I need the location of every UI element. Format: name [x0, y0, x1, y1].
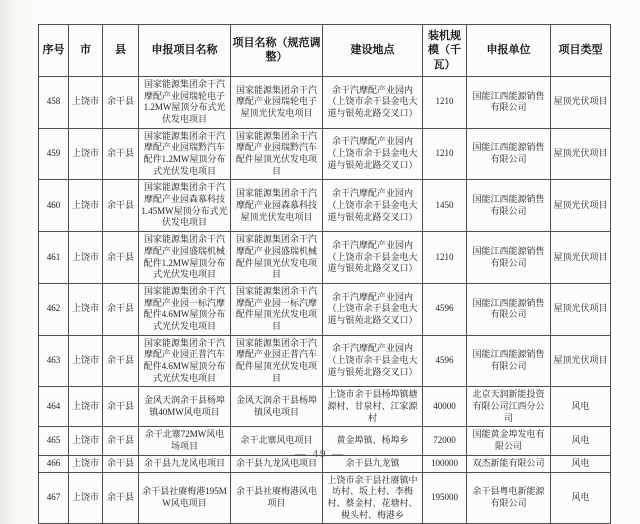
cell-location: 余干汽摩配产业园内（上饶市余干县金电大道与银苑北路交叉口） [323, 283, 423, 335]
cell-adjusted-name: 国家能源集团余干汽摩配产业园一标汽摩配件屋顶光伏发电项目 [231, 283, 323, 335]
cell-unit: 余干县粤电新能源有限公司 [467, 472, 551, 524]
header-row [39, 25, 611, 77]
table-row [39, 335, 611, 387]
cell-capacity: 100000 [423, 455, 467, 472]
cell-county: 余干县 [103, 180, 139, 232]
cell-declared-name: 余干北寨72MW风电场项目 [139, 427, 231, 455]
cell-type: 屋顶光伏项目 [551, 76, 611, 128]
table-row [39, 232, 611, 284]
table-row [39, 283, 611, 335]
cell-capacity: 72000 [423, 427, 467, 455]
cell-no: 461 [39, 232, 69, 284]
cell-city: 上饶市 [69, 232, 103, 284]
cell-adjusted-name: 国家能源集团余干汽摩配产业园盛瑞机械配件屋顶光伏发电项目 [231, 232, 323, 284]
cell-adjusted-name: 余干县社赓梅港风电项目 [231, 472, 323, 524]
cell-city: 上饶市 [69, 335, 103, 387]
cell-capacity: 195000 [423, 472, 467, 524]
cell-unit: 国能黄金埠发电有限公司 [467, 427, 551, 455]
table-row [39, 180, 611, 232]
cell-county: 余干县 [103, 128, 139, 180]
cell-no: 467 [39, 472, 69, 524]
table-row [39, 387, 611, 427]
cell-location: 黄金埠镇、杨埠乡 [323, 427, 423, 455]
cell-capacity: 1210 [423, 76, 467, 128]
cell-type: 风电 [551, 472, 611, 524]
cell-declared-name: 国家能源集团余干汽摩配产业园森慕科技1.45MW屋顶分布式光伏发电项目 [139, 180, 231, 232]
cell-county: 余干县 [103, 335, 139, 387]
header-city: 市 [69, 25, 103, 77]
cell-city: 上饶市 [69, 128, 103, 180]
cell-type: 屋顶光伏项目 [551, 283, 611, 335]
cell-location: 上饶市余干县杨埠镇塘源村、甘泉村、江家源村 [323, 387, 423, 427]
cell-location: 余干汽摩配产业园内（上饶市余干县金电大道与银苑北路交叉口） [323, 335, 423, 387]
cell-type: 屋顶光伏项目 [551, 232, 611, 284]
header-adjusted-name: 项目名称（规范调整） [231, 25, 323, 77]
cell-county: 余干县 [103, 455, 139, 472]
cell-type: 屋顶光伏项目 [551, 180, 611, 232]
cell-no: 465 [39, 427, 69, 455]
page-number: — 49 — [294, 448, 346, 460]
cell-county: 余干县 [103, 232, 139, 284]
cell-city: 上饶市 [69, 427, 103, 455]
cell-adjusted-name: 国家能源集团余干汽摩配产业园森慕科技屋顶光伏发电项目 [231, 180, 323, 232]
cell-unit: 国能江西能源销售有限公司 [467, 283, 551, 335]
cell-adjusted-name: 余干县九龙风电项目 [231, 455, 323, 472]
cell-type: 屋顶光伏项目 [551, 335, 611, 387]
cell-city: 上饶市 [69, 76, 103, 128]
table-row [39, 472, 611, 524]
cell-adjusted-name: 国家能源集团余干汽摩配产业园正普汽车配件屋顶光伏发电项目 [231, 335, 323, 387]
cell-declared-name: 国家能源集团余干汽摩配产业园瑞黔汽车配件1.2MW屋顶分布式光伏发电项目 [139, 128, 231, 180]
cell-location: 余干汽摩配产业园内（上饶市余干县金电大道与银苑北路交叉口） [323, 128, 423, 180]
cell-no: 464 [39, 387, 69, 427]
cell-county: 余干县 [103, 283, 139, 335]
header-no: 序号 [39, 25, 69, 77]
cell-city: 上饶市 [69, 283, 103, 335]
cell-unit: 北京天润新能投资有限公司江西分公司 [467, 387, 551, 427]
header-declared-name: 申报项目名称 [139, 25, 231, 77]
table-row [39, 128, 611, 180]
cell-declared-name: 余干县社赓梅港195MW风电项目 [139, 472, 231, 524]
cell-capacity: 4596 [423, 335, 467, 387]
cell-unit: 国能江西能源销售有限公司 [467, 232, 551, 284]
cell-declared-name: 国家能源集团余干汽摩配产业园一标汽摩配件4.6MW屋顶分布式光伏发电项目 [139, 283, 231, 335]
cell-no: 458 [39, 76, 69, 128]
cell-unit: 国能江西能源销售有限公司 [467, 128, 551, 180]
cell-location: 余干县九龙镇 [323, 455, 423, 472]
cell-no: 460 [39, 180, 69, 232]
cell-location: 余干汽摩配产业园内（上饶市余干县金电大道与银苑北路交叉口） [323, 76, 423, 128]
cell-capacity: 40000 [423, 387, 467, 427]
cell-declared-name: 国家能源集团余干汽摩配产业园瑞轮电子1.2MW屋顶分布式光伏发电项目 [139, 76, 231, 128]
cell-city: 上饶市 [69, 472, 103, 524]
cell-location: 余干汽摩配产业园内（上饶市余干县金电大道与银苑北路交叉口） [323, 232, 423, 284]
cell-declared-name: 国家能源集团余干汽摩配产业园盛瑞机械配件1.2MW屋顶分布式光伏发电项目 [139, 232, 231, 284]
cell-county: 余干县 [103, 387, 139, 427]
cell-capacity: 4596 [423, 283, 467, 335]
cell-city: 上饶市 [69, 387, 103, 427]
cell-capacity: 1210 [423, 128, 467, 180]
table-row [39, 76, 611, 128]
cell-adjusted-name: 金风天润余干县杨埠镇风电项目 [231, 387, 323, 427]
cell-adjusted-name: 余干北寨风电项目 [231, 427, 323, 455]
cell-unit: 双杰新能有限公司 [467, 455, 551, 472]
cell-county: 余干县 [103, 427, 139, 455]
cell-unit: 国能江西能源销售有限公司 [467, 335, 551, 387]
cell-type: 风电 [551, 455, 611, 472]
cell-type: 风电 [551, 387, 611, 427]
cell-no: 459 [39, 128, 69, 180]
cell-no: 466 [39, 455, 69, 472]
header-location: 建设地点 [323, 25, 423, 77]
cell-declared-name: 国家能源集团余干汽摩配产业园正普汽车配件4.6MW屋顶分布式光伏发电项目 [139, 335, 231, 387]
cell-unit: 国能江西能源销售有限公司 [467, 76, 551, 128]
scanned-document-page [0, 24, 640, 520]
header-unit: 申报单位 [467, 25, 551, 77]
cell-location: 上饶市余干县社赓镇中坊村、坂上村、李梅村、蔡金村、花塘村、梘头村、梅港乡 [323, 472, 423, 524]
cell-adjusted-name: 国家能源集团余干汽摩配产业园瑞黔汽车配件屋顶光伏发电项目 [231, 128, 323, 180]
cell-capacity: 1210 [423, 232, 467, 284]
cell-capacity: 1450 [423, 180, 467, 232]
cell-declared-name: 金风天润余干县杨埠镇40MW风电项目 [139, 387, 231, 427]
header-capacity: 装机规模（千瓦） [423, 25, 467, 77]
cell-location: 余干汽摩配产业园内（上饶市余干县金电大道与银苑北路交叉口） [323, 180, 423, 232]
cell-type: 屋顶光伏项目 [551, 128, 611, 180]
cell-adjusted-name: 国家能源集团余干汽摩配产业园瑞轮电子屋顶光伏发电项目 [231, 76, 323, 128]
cell-declared-name: 余干县九龙风电项目 [139, 455, 231, 472]
header-type: 项目类型 [551, 25, 611, 77]
cell-city: 上饶市 [69, 455, 103, 472]
cell-no: 463 [39, 335, 69, 387]
cell-city: 上饶市 [69, 180, 103, 232]
cell-county: 余干县 [103, 76, 139, 128]
cell-type: 风电 [551, 427, 611, 455]
cell-unit: 国能江西能源销售有限公司 [467, 180, 551, 232]
cell-county: 余干县 [103, 472, 139, 524]
header-county: 县 [103, 25, 139, 77]
cell-no: 462 [39, 283, 69, 335]
